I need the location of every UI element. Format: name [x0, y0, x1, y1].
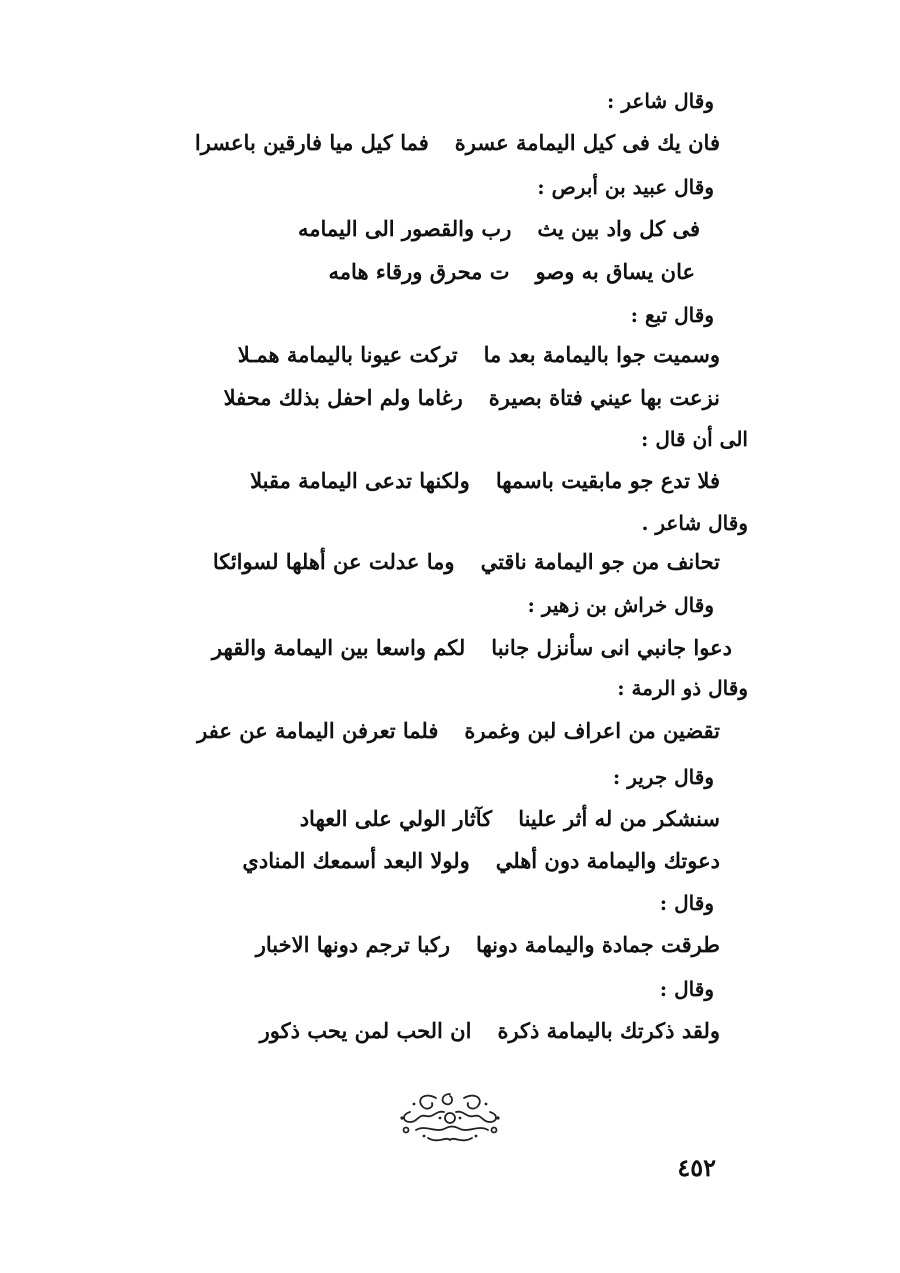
- verse-line: [298, 214, 700, 244]
- verse-second-hemistich: ت محرق ورقاء هامه: [328, 259, 510, 284]
- verse-second-hemistich: رب والقصور الى اليمامه: [297, 216, 512, 241]
- verse-second-hemistich: رغاما ولم احفل بذلك محفلا: [223, 385, 463, 410]
- verse-first-hemistich: نزعت بها عيني فتاة بصيرة: [488, 385, 720, 410]
- verse-first-hemistich: فلا تدع جو مابقيت باسمها: [495, 468, 720, 493]
- page-number: ٤٥٢: [677, 1153, 716, 1182]
- verse-line: [213, 547, 720, 577]
- verse-first-hemistich: تقضين من اعراف لبن وغمرة: [464, 718, 720, 743]
- verse-first-hemistich: عان يساق به وصو: [535, 259, 695, 284]
- verse-second-hemistich: ركبا ترجم دونها الاخبار: [255, 932, 451, 957]
- verse-first-hemistich: طرقت جمادة واليمامة دونها: [476, 932, 720, 957]
- verse-line: [329, 257, 695, 287]
- verse-first-hemistich: دعوا جانبي انى سأنزل جانبا: [491, 635, 732, 660]
- verse-line: [224, 383, 720, 413]
- verse-second-hemistich: كآثار الولي على العهاد: [299, 806, 493, 831]
- verse-line: [250, 466, 720, 496]
- poet-heading: وقال ذو الرمة :: [617, 676, 748, 700]
- poet-heading: وقال جرير :: [612, 765, 714, 789]
- verse-second-hemistich: وما عدلت عن أهلها لسوائكا: [212, 549, 455, 574]
- poet-heading: وقال :: [659, 891, 714, 915]
- verse-second-hemistich: ولكنها تدعى اليمامة مقبلا: [250, 468, 470, 493]
- poet-heading: وقال شاعر :: [607, 89, 714, 113]
- verse-line: [260, 1016, 720, 1046]
- verse-first-hemistich: فان يك فى كيل اليمامة عسرة: [454, 130, 720, 155]
- poet-heading: وقال :: [659, 977, 714, 1001]
- poet-heading: وقال شاعر .: [641, 511, 748, 535]
- verse-second-hemistich: فما كيل ميا فارقين باعسرا: [194, 130, 429, 155]
- verse-line: [212, 633, 732, 663]
- verse-line: [242, 846, 720, 876]
- verse-first-hemistich: ولقد ذكرتك باليمامة ذكرة: [497, 1018, 720, 1043]
- poet-heading: وقال خراش بن زهير :: [527, 593, 714, 617]
- verse-second-hemistich: فلما تعرفن اليمامة عن عفر: [197, 718, 439, 743]
- ornament-icon: [396, 1088, 504, 1146]
- poet-heading: وقال عبيد بن أبرص :: [537, 175, 714, 199]
- verse-first-hemistich: سنشكر من له أثر علينا: [518, 806, 720, 831]
- verse-first-hemistich: دعوتك واليمامة دون أهلي: [495, 848, 720, 873]
- verse-second-hemistich: ان الحب لمن يحب ذكور: [259, 1018, 472, 1043]
- verse-first-hemistich: وسميت جوا باليمامة بعد ما: [483, 342, 720, 367]
- verse-first-hemistich: تحانف من جو اليمامة ناقتي: [480, 549, 720, 574]
- verse-first-hemistich: فى كل واد بين يث: [537, 216, 700, 241]
- verse-line: [197, 716, 720, 746]
- poet-heading: وقال تبع :: [630, 303, 714, 327]
- verse-second-hemistich: تركت عيونا باليمامة همـلا: [237, 342, 458, 367]
- verse-second-hemistich: لكم واسعا بين اليمامة والقهر: [211, 635, 466, 660]
- verse-line: [238, 340, 720, 370]
- verse-line: [256, 930, 720, 960]
- verse-second-hemistich: ولولا البعد أسمعك المنادي: [242, 848, 470, 873]
- poet-heading: الى أن قال :: [640, 427, 748, 451]
- verse-line: [300, 804, 720, 834]
- verse-line: [195, 128, 720, 158]
